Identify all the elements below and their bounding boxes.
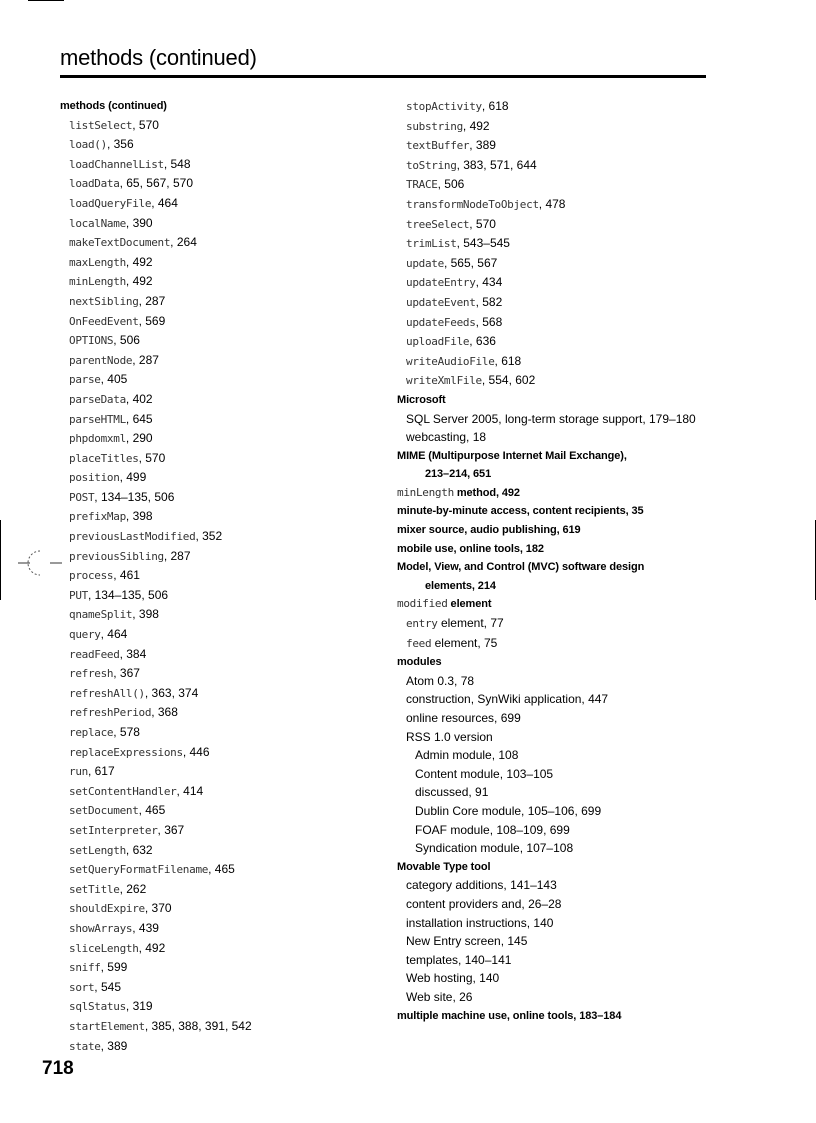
page-refs: , 290: [125, 431, 153, 446]
page-refs: , 570: [469, 216, 496, 231]
method-name: replace: [69, 726, 114, 739]
method-name: localName: [69, 216, 126, 230]
index-subentry: [397, 136, 717, 156]
code-term: entry: [406, 617, 438, 631]
page-refs: , 618: [481, 99, 509, 113]
page-refs: , 352: [195, 529, 223, 544]
page-refs: , 617: [87, 764, 115, 779]
index-heading: Movable Type tool: [397, 860, 491, 873]
index-subentry: [60, 488, 360, 508]
method-name: toString: [406, 158, 457, 172]
page-refs: , 543–545: [456, 236, 510, 251]
method-name: stopActivity: [406, 100, 482, 113]
index-subentry: [397, 215, 717, 235]
method-name: textBuffer: [406, 139, 470, 153]
page-refs: , 134–135, 506: [87, 587, 169, 602]
index-subsubentry: FOAF module, 108–109, 699: [415, 822, 570, 837]
page-refs: , 478: [538, 196, 566, 211]
page-refs: , 385, 388, 391, 542: [144, 1018, 252, 1033]
method-name: sniff: [69, 961, 101, 975]
index-subentry: [397, 195, 717, 215]
page-refs: , 645: [125, 411, 153, 426]
index-subentry: [60, 821, 360, 841]
method-name: setDocument: [69, 804, 139, 818]
method-name: TRACE: [406, 178, 438, 192]
index-subentry: [397, 254, 717, 274]
index-subentry: [60, 135, 360, 155]
method-name: shouldExpire: [69, 902, 145, 916]
page-refs: , 384: [119, 646, 147, 661]
page-refs: , 570: [132, 117, 159, 132]
left-column: [60, 97, 360, 1056]
page-refs: , 402: [125, 391, 153, 406]
page-refs: , 363, 374: [144, 685, 199, 700]
index-subentry: [397, 175, 717, 195]
method-name: qnameSplit: [69, 608, 133, 622]
method-name: sort: [69, 980, 95, 994]
index-subentry: [60, 527, 360, 547]
right-column: [397, 97, 717, 1025]
index-subentry: [397, 117, 717, 137]
method-name: updateEntry: [406, 276, 476, 290]
index-heading-continuation: elements, 214: [425, 579, 496, 592]
right-method-list: [397, 97, 717, 391]
method-name: loadData: [69, 177, 120, 191]
method-name: writeAudioFile: [406, 354, 495, 368]
index-subentry: [60, 684, 360, 704]
method-name: parseData: [69, 392, 126, 406]
page-refs: , 439: [132, 920, 159, 935]
index-subentry: [60, 331, 360, 351]
index-subentry: [60, 351, 360, 371]
page-refs: , 134–135, 506: [94, 489, 175, 504]
page-refs: , 554, 602: [481, 373, 536, 388]
page-refs: , 434: [475, 275, 503, 290]
index-subentry: [397, 156, 717, 176]
index-subentry: Atom 0.3, 78: [406, 673, 475, 688]
page-refs: , 287: [138, 293, 166, 308]
method-name: OnFeedEvent: [69, 314, 139, 328]
index-subentry: [60, 174, 360, 194]
index-subentry: [60, 566, 360, 586]
page-refs: , 389: [100, 1038, 128, 1053]
index-subentry: [60, 507, 360, 527]
index-subentry: [60, 801, 360, 821]
index-subentry: [60, 645, 360, 665]
index-subentry: [60, 880, 360, 900]
index-subentry: [60, 762, 360, 782]
index-subentry: [60, 958, 360, 978]
code-term: modified: [397, 597, 448, 611]
page-refs: , 492: [462, 118, 490, 133]
method-name: startElement: [69, 1019, 145, 1033]
subentry-rest: element, 75: [431, 635, 498, 650]
method-name: state: [69, 1039, 101, 1053]
index-subentry: [60, 449, 360, 469]
method-name: setContentHandler: [69, 784, 177, 798]
index-subentry: [60, 919, 360, 939]
index-subsubentry: Admin module, 108: [415, 748, 519, 763]
page-refs: , 446: [182, 744, 210, 759]
method-name: POST: [69, 490, 95, 504]
index-heading: Model, View, and Control (MVC) software design: [397, 561, 645, 574]
page-refs: , 492: [138, 940, 166, 955]
index-subentry: [60, 664, 360, 684]
page-refs: , 570: [138, 450, 166, 465]
index-subentry: [397, 332, 717, 352]
page-refs: , 492: [125, 274, 153, 289]
page-refs: , 499: [119, 470, 147, 485]
page-refs: , 599: [100, 960, 128, 975]
page-refs: , 389: [469, 138, 496, 153]
index-subsubentry: Syndication module, 107–108: [415, 841, 574, 856]
index-heading: Microsoft: [397, 393, 446, 406]
method-name: substring: [406, 119, 463, 133]
index-subentry: [397, 293, 717, 313]
method-name: update: [406, 256, 444, 270]
method-name: previousSibling: [69, 549, 164, 563]
method-name: placeTitles: [69, 451, 139, 465]
page-refs: , 367: [113, 666, 140, 681]
method-name: prefixMap: [69, 510, 126, 524]
method-name: nextSibling: [69, 294, 139, 308]
heading-rest: element: [447, 598, 492, 611]
method-name: load(): [69, 138, 107, 152]
index-subentry: [397, 371, 717, 391]
index-subentry: [60, 155, 360, 175]
index-subentry: [60, 782, 360, 802]
code-term: minLength: [397, 485, 454, 499]
header-rule: [60, 75, 706, 78]
index-subentry: [60, 703, 360, 723]
method-name: position: [69, 471, 120, 485]
index-subentry: [60, 939, 360, 959]
index-heading: mixer source, audio publishing, 619: [397, 524, 581, 537]
index-subentry: [397, 614, 717, 634]
index-subentry: [60, 214, 360, 234]
page-refs: , 370: [144, 901, 172, 916]
page-refs: , 492: [125, 254, 153, 269]
registration-mark-icon: [14, 548, 66, 578]
index-subentry: Web site, 26: [406, 989, 473, 1004]
method-name: run: [69, 765, 88, 779]
index-subentry: [60, 194, 360, 214]
method-name: setLength: [69, 843, 126, 857]
page-title: methods (continued): [60, 45, 257, 70]
method-name: makeTextDocument: [69, 236, 171, 250]
running-header: [60, 44, 706, 78]
method-name: replaceExpressions: [69, 745, 183, 759]
index-heading: methods (continued): [60, 100, 167, 112]
index-heading: minute-by-minute access, content recipients, 35: [397, 505, 644, 518]
index-subentry: [397, 634, 717, 654]
method-name: PUT: [69, 588, 88, 602]
index-subentry: [60, 860, 360, 880]
index-subentry: [60, 978, 360, 998]
index-subentry: construction, SynWiki application, 447: [406, 692, 609, 707]
method-name: sqlStatus: [69, 1000, 126, 1014]
method-name: query: [69, 628, 101, 642]
index-subentry: [397, 352, 717, 372]
index-subentry: installation instructions, 140: [406, 915, 554, 930]
method-name: setTitle: [69, 882, 120, 896]
page-refs: , 569: [138, 313, 166, 328]
page-refs: , 398: [125, 509, 153, 524]
page-refs: , 568: [475, 314, 503, 329]
left-entry-list: [60, 116, 360, 1057]
method-name: maxLength: [69, 255, 126, 269]
index-subentry: content providers and, 26–28: [406, 896, 562, 911]
page-refs: , 287: [132, 352, 159, 367]
crop-mark-top: [28, 0, 64, 1]
page-refs: , 545: [94, 979, 121, 994]
index-subentry: [60, 625, 360, 645]
index-subsubentry: Dublin Core module, 105–106, 699: [415, 803, 602, 818]
page-refs: , 405: [100, 372, 128, 387]
index-subentry: [60, 723, 360, 743]
page-refs: , 414: [176, 783, 204, 798]
index-subentry: [60, 410, 360, 430]
index-heading: multiple machine use, online tools, 183–184: [397, 1009, 622, 1022]
index-heading: modules: [397, 656, 442, 669]
page-refs: , 582: [475, 294, 503, 309]
page-refs: , 465: [208, 862, 235, 877]
page-refs: , 319: [125, 999, 153, 1014]
method-name: updateFeeds: [406, 315, 476, 329]
method-name: trimList: [406, 237, 457, 251]
index-subentry: webcasting, 18: [406, 430, 487, 445]
page-refs: , 398: [132, 607, 159, 622]
page-refs: , 548: [163, 156, 191, 171]
index-subentry: [60, 586, 360, 606]
page-refs: , 578: [113, 725, 140, 739]
method-name: readFeed: [69, 647, 120, 661]
page-refs: , 390: [125, 215, 153, 230]
index-subentry: [60, 997, 360, 1017]
page-refs: , 506: [437, 177, 465, 192]
index-subentry: [60, 292, 360, 312]
page-refs: , 287: [163, 548, 191, 563]
page-refs: , 632: [125, 842, 153, 857]
index-subsubentry: discussed, 91: [415, 785, 489, 800]
index-subentry: [60, 116, 360, 136]
method-name: setInterpreter: [69, 823, 158, 837]
index-subentry: SQL Server 2005, long-term storage support, 179–180: [406, 411, 696, 426]
index-subentry: [397, 313, 717, 333]
index-subentry: [60, 272, 360, 292]
page-refs: , 367: [157, 822, 185, 837]
index-subentry: [60, 899, 360, 919]
index-subentry: [60, 468, 360, 488]
method-name: listSelect: [69, 118, 133, 132]
index-subentry: [60, 370, 360, 390]
method-name: setQueryFormatFilename: [69, 863, 209, 877]
page-refs: , 356: [106, 137, 134, 152]
page-refs: , 262: [119, 881, 147, 896]
subentry-rest: element, 77: [437, 616, 504, 631]
page-refs: , 368: [151, 705, 178, 720]
index-subentry: [60, 233, 360, 253]
page-refs: , 65, 567, 570: [119, 176, 193, 191]
method-name: loadChannelList: [69, 157, 164, 171]
index-subentry: Web hosting, 140: [406, 971, 500, 986]
index-subentry: online resources, 699: [406, 711, 521, 725]
page-refs: , 383, 571, 644: [456, 157, 537, 172]
method-name: parse: [69, 373, 101, 387]
index-subentry: [60, 605, 360, 625]
method-name: uploadFile: [406, 335, 470, 349]
page-refs: , 565, 567: [443, 255, 498, 270]
method-name: process: [69, 569, 114, 583]
index-subentry: [60, 1037, 360, 1057]
method-name: treeSelect: [406, 217, 470, 231]
heading-rest: method, 492: [453, 486, 520, 499]
index-subentry: [60, 390, 360, 410]
page-refs: , 461: [113, 568, 140, 583]
index-subentry: [60, 312, 360, 332]
index-subentry: [397, 273, 717, 293]
method-name: phpdomxml: [69, 432, 126, 446]
index-heading: [397, 484, 717, 503]
index-subentry: New Entry screen, 145: [406, 934, 528, 949]
method-name: parseHTML: [69, 412, 126, 426]
page-number: 718: [42, 1058, 74, 1079]
page-refs: , 506: [113, 333, 140, 348]
method-name: refreshAll(): [69, 686, 145, 700]
method-name: writeXmlFile: [406, 374, 482, 388]
method-name: OPTIONS: [69, 334, 114, 348]
crop-mark-left: [0, 520, 1, 600]
method-name: transformNodeToObject: [406, 197, 539, 211]
page-refs: , 264: [170, 235, 197, 250]
method-name: minLength: [69, 275, 126, 289]
method-name: parentNode: [69, 353, 133, 367]
index-subentry: category additions, 141–143: [406, 878, 557, 893]
index-subentry: [60, 253, 360, 273]
method-name: loadQueryFile: [69, 196, 152, 210]
index-subentry: [60, 1017, 360, 1037]
method-name: sliceLength: [69, 941, 139, 955]
index-subentry: [60, 429, 360, 449]
page-refs: , 636: [469, 334, 496, 349]
method-name: refreshPeriod: [69, 706, 152, 720]
index-subentry: [60, 743, 360, 763]
method-name: refresh: [69, 667, 114, 681]
page-refs: , 618: [494, 353, 522, 368]
index-heading-continuation: 213–214, 651: [425, 468, 492, 481]
index-heading: [397, 595, 717, 614]
code-term: feed: [406, 636, 432, 650]
index-subentry: templates, 140–141: [406, 952, 512, 967]
index-heading: mobile use, online tools, 182: [397, 542, 544, 555]
page-refs: , 464: [151, 195, 178, 210]
method-name: updateEvent: [406, 295, 476, 309]
index-subentry: [397, 234, 717, 254]
index-heading: MIME (Multipurpose Internet Mail Exchange),: [397, 449, 627, 462]
page-refs: , 465: [138, 803, 166, 818]
index-subentry: RSS 1.0 version: [406, 729, 493, 744]
method-name: previousLastModified: [69, 530, 196, 544]
method-name: showArrays: [69, 921, 133, 935]
index-subsubentry: Content module, 103–105: [415, 766, 554, 781]
index-subentry: [397, 97, 717, 117]
index-subentry: [60, 841, 360, 861]
index-subentry: [60, 547, 360, 567]
page-refs: , 464: [100, 627, 128, 642]
